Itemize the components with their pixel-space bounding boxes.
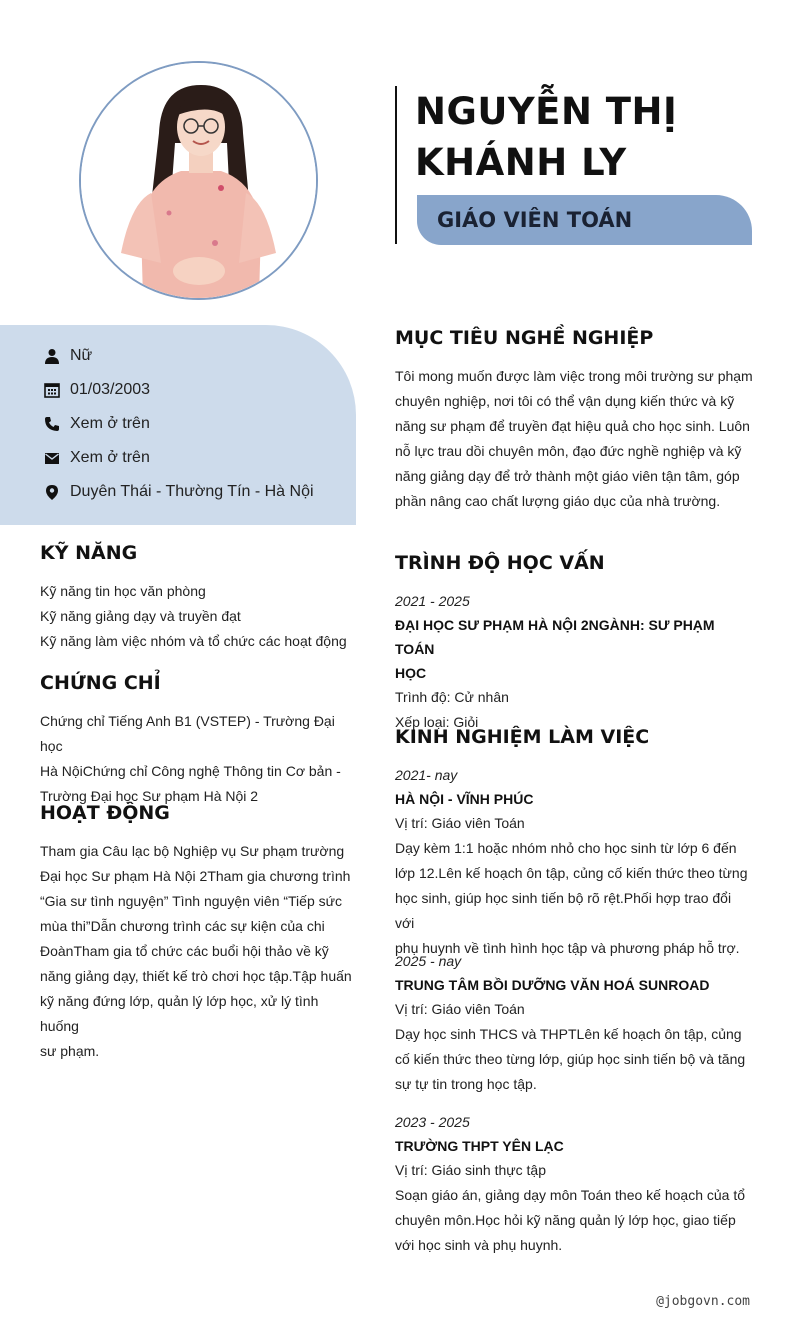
skill-item: Kỹ năng tin học văn phòng xyxy=(40,583,206,599)
activity-line: Tham gia Câu lạc bộ Nghiệp vụ Sư phạm trường xyxy=(40,843,345,859)
education-school-line: HỌC xyxy=(395,665,427,681)
contact-birthday xyxy=(44,377,150,403)
contact-text: Nữ xyxy=(70,347,93,364)
contact-panel xyxy=(0,325,356,525)
certificates-title: CHỨNG CHỈ xyxy=(40,672,161,694)
objective-line: Tôi mong muốn được làm việc trong môi trường sư phạm xyxy=(395,368,753,384)
name-line-2: KHÁNH LY xyxy=(415,141,627,184)
skills-list xyxy=(40,579,355,654)
activity-line: sư phạm. xyxy=(40,1043,100,1059)
mail-icon xyxy=(44,450,60,466)
objective-line: nỗ lực trau dồi chuyên môn, đạo đức nghề nghiệp và kỹ xyxy=(395,443,742,459)
job-desc-line: lớp 12.Lên kế hoạch ôn tập, củng cố kiến thức theo từng xyxy=(395,865,748,881)
job-org: TRUNG TÂM BỒI DƯỠNG VĂN HOÁ SUNROAD xyxy=(395,977,710,993)
education-entry xyxy=(395,589,750,735)
job-desc-line: Dạy học sinh THCS và THPTLên kế hoạch ôn tập, củng xyxy=(395,1026,742,1042)
profile-photo xyxy=(79,61,318,300)
job-desc-line: phụ huynh về tình hình học tập và phương pháp hỗ trợ. xyxy=(395,940,740,956)
education-school-line: ĐẠI HỌC SƯ PHẠM HÀ NỘI 2NGÀNH: SƯ PHẠM TOÁN xyxy=(395,617,715,657)
activity-line: kỹ năng đứng lớp, quản lý lớp học, xử lý tình huống xyxy=(40,993,319,1034)
job-desc-line: với học sinh và phụ huynh. xyxy=(395,1237,563,1253)
contact-address xyxy=(44,479,314,505)
job-entry xyxy=(395,949,750,1097)
activity-line: mùa thi”Dẫn chương trình các sự kiện của chi xyxy=(40,918,325,934)
job-title-badge: GIÁO VIÊN TOÁN xyxy=(417,195,752,245)
objective-title: MỤC TIÊU NGHỀ NGHIỆP xyxy=(395,327,654,349)
phone-icon xyxy=(44,416,60,432)
name-line-1: NGUYỄN THỊ xyxy=(415,90,678,133)
activity-line: ĐoànTham gia tổ chức các buổi hội thảo về kỹ xyxy=(40,943,329,959)
candidate-name xyxy=(415,86,752,188)
objective-line: phần nâng cao chất lượng giáo dục của nhà trường. xyxy=(395,493,721,509)
education-grade: Xếp loại: Giỏi xyxy=(395,714,479,730)
education-title: TRÌNH ĐỘ HỌC VẤN xyxy=(395,552,605,574)
certificate-line: Hà NộiChứng chỉ Công nghệ Thông tin Cơ bản - xyxy=(40,763,341,779)
certificate-line: Chứng chỉ Tiếng Anh B1 (VSTEP) - Trường Đại học xyxy=(40,713,335,754)
footer-watermark: @jobgovn.com xyxy=(656,1294,750,1309)
job-org: TRƯỜNG THPT YÊN LẠC xyxy=(395,1138,564,1154)
contact-text: 01/03/2003 xyxy=(70,381,151,398)
activity-line: “Gia sư tình nguyện” Tình nguyện viên “Tiếp sức xyxy=(40,893,343,909)
name-block xyxy=(395,86,752,244)
skill-item: Kỹ năng làm việc nhóm và tổ chức các hoạt động xyxy=(40,633,347,649)
job-date: 2021- nay xyxy=(395,767,458,783)
job-position: Vị trí: Giáo viên Toán xyxy=(395,815,525,831)
job-entry xyxy=(395,1110,750,1258)
skill-item: Kỹ năng giảng dạy và truyền đạt xyxy=(40,608,241,624)
certificates-text xyxy=(40,709,360,809)
job-desc-line: sự tự tin trong học tập. xyxy=(395,1076,537,1092)
job-position: Vị trí: Giáo sinh thực tập xyxy=(395,1162,546,1178)
experience-title: KINH NGHIỆM LÀM VIỆC xyxy=(395,726,650,748)
objective-line: năng sư phạm để truyền đạt hiệu quả cho học sinh. Luôn xyxy=(395,418,750,434)
job-desc-line: Dạy kèm 1:1 hoặc nhóm nhỏ cho học sinh từ lớp 6 đến xyxy=(395,840,737,856)
location-pin-icon xyxy=(44,484,60,500)
education-level: Trình độ: Cử nhân xyxy=(395,689,509,705)
job-desc-line: cố kiến thức theo từng lớp, giúp học sinh tiến bộ và tăng xyxy=(395,1051,746,1067)
job-org: HÀ NỘI - VĨNH PHÚC xyxy=(395,791,534,807)
contact-phone xyxy=(44,411,150,437)
activity-line: Đại học Sư phạm Hà Nội 2Tham gia chương trình xyxy=(40,868,351,884)
skills-title: KỸ NĂNG xyxy=(40,542,138,564)
person-icon xyxy=(44,348,60,364)
activities-text xyxy=(40,839,360,1064)
job-desc-line: Soạn giáo án, giảng dạy môn Toán theo kế hoạch của tổ xyxy=(395,1187,746,1203)
objective-line: năng giảng dạy để trở thành một giáo viên tận tâm, góp xyxy=(395,468,740,484)
job-date: 2023 - 2025 xyxy=(395,1114,470,1130)
contact-text: Xem ở trên xyxy=(70,449,150,466)
contact-gender xyxy=(44,343,92,369)
contact-text: Duyên Thái - Thường Tín - Hà Nội xyxy=(70,483,314,500)
job-date: 2025 - nay xyxy=(395,953,462,969)
activities-title: HOẠT ĐỘNG xyxy=(40,802,170,824)
portrait-illustration xyxy=(81,63,316,298)
job-desc-line: học sinh, giúp học sinh tiến bộ rõ rệt.Phối hợp trao đổi với xyxy=(395,890,732,931)
education-date: 2021 - 2025 xyxy=(395,593,470,609)
objective-line: chuyên nghiệp, nơi tôi có thể vận dụng kiến thức và kỹ xyxy=(395,393,735,409)
job-position: Vị trí: Giáo viên Toán xyxy=(395,1001,525,1017)
calendar-icon xyxy=(44,382,60,398)
job-desc-line: chuyên môn.Học hỏi kỹ năng quản lý lớp học, giao tiếp xyxy=(395,1212,736,1228)
job-entry xyxy=(395,763,750,961)
certificate-line: Trường Đại học Sư phạm Hà Nội 2 xyxy=(40,788,259,804)
objective-text xyxy=(395,364,755,514)
contact-email xyxy=(44,445,150,471)
activity-line: năng giảng dạy, thiết kế trò chơi học tập.Tập huấn xyxy=(40,968,352,984)
contact-text: Xem ở trên xyxy=(70,415,150,432)
